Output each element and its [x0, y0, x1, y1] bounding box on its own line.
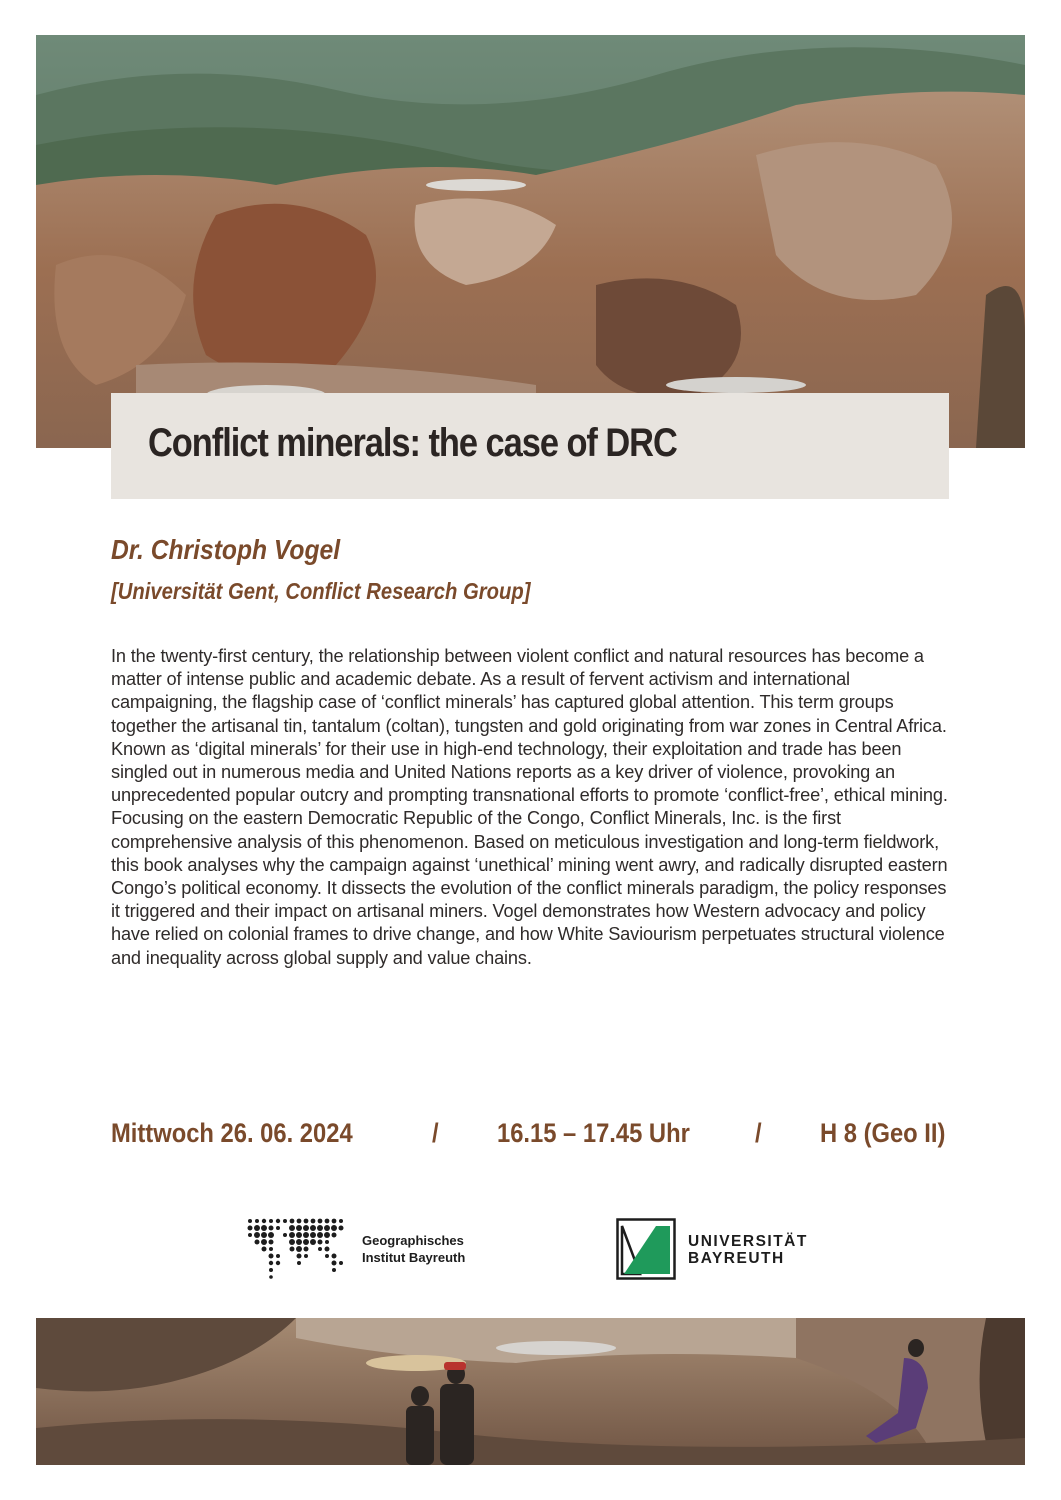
title-box [111, 393, 949, 499]
event-date: Mittwoch 26. 06. 2024 [111, 1118, 353, 1148]
university-mark-icon [616, 1218, 676, 1280]
footer-photo [36, 1318, 1025, 1465]
geo-institute-name [362, 1232, 465, 1266]
mining-landscape-image [36, 35, 1025, 448]
speaker-affiliation: [Universität Gent, Conflict Research Group] [111, 578, 531, 604]
event-separator: / [755, 1118, 762, 1148]
university-line-2: BAYREUTH [688, 1250, 785, 1267]
page-title: Conflict minerals: the case of DRC [148, 421, 677, 465]
event-time: 16.15 – 17.45 Uhr [497, 1118, 690, 1148]
speaker-name: Dr. Christoph Vogel [111, 534, 341, 565]
geo-institute-logo [246, 1217, 486, 1281]
university-logo [616, 1218, 826, 1280]
event-separator: / [432, 1118, 439, 1148]
miners-photo-image [36, 1318, 1025, 1465]
abstract-text: In the twenty-first century, the relationship between violent conflict and natural resources has become a matter of intense public and academic debate. As a result of fervent activism and international campaigning, the flagship case of ‘conflict minerals’ has captured global attention. This term groups together the artisanal tin, tantalum (coltan), tungsten and gold originating from war zones in Central Africa. Known as ‘digital minerals’ for their use in high-end technology, their exploitation and trade has been singled out in numerous media and United Nations reports as a key driver of violence, provoking an unprecedented popular outcry and prompting transnational efforts to promote ‘conflict-free’, ethical mining. Focusing on the eastern Democratic Republic of the Congo, Conflict Minerals, Inc. is the first comprehensive analysis of this phenomenon. Based on meticulous investigation and long-term fieldwork, this book analyses why the campaign against ‘unethical’ mining went awry, and radically disrupted eastern Congo’s political economy. It dissects the evolution of the conflict minerals paradigm, the policy responses it triggered and their impact on artisanal miners. Vogel demonstrates how Western advocacy and policy have relied on colonial frames to drive change, and how White Saviourism perpetuates structural violence and inequality across global supply and value chains. [111, 646, 948, 968]
geo-line-1: Geographisches [362, 1233, 464, 1248]
geo-line-2: Institut Bayreuth [362, 1250, 466, 1265]
header-photo [36, 35, 1025, 448]
university-line-1: UNIVERSITÄT [688, 1233, 808, 1250]
dot-map-icon [246, 1217, 352, 1281]
event-room: H 8 (Geo II) [820, 1118, 946, 1148]
university-name [688, 1233, 808, 1267]
